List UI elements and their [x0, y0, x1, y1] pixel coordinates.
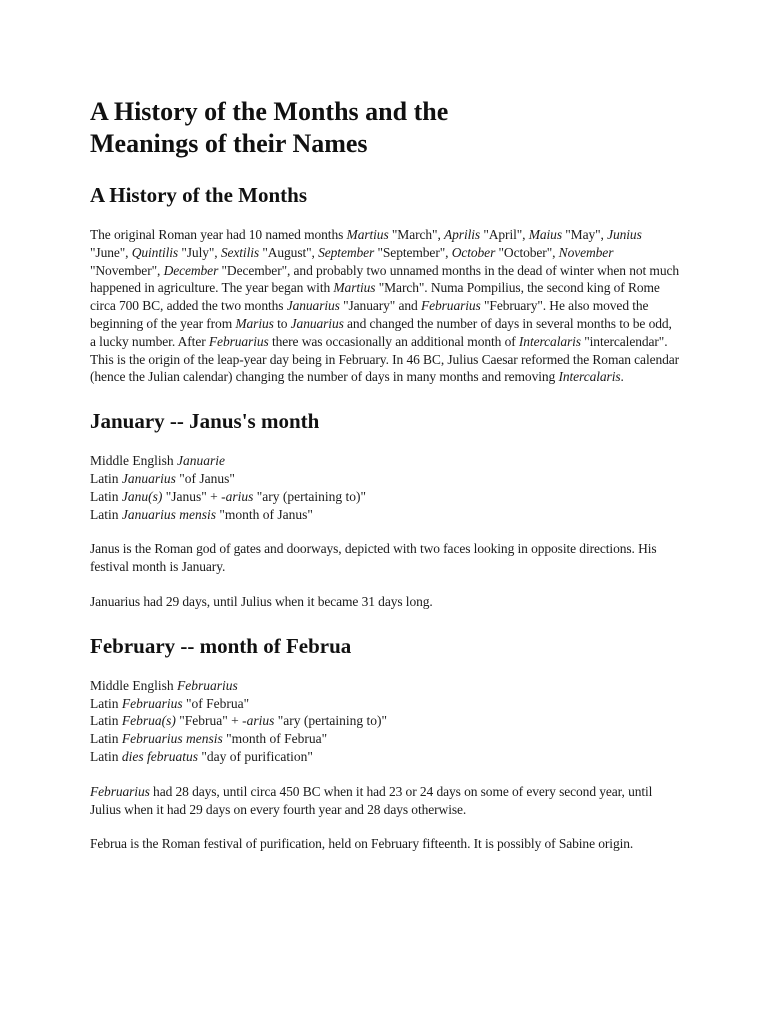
etymology-line: Middle English Januarie — [90, 453, 225, 469]
february-etymology — [90, 677, 680, 766]
italic-term: Sextilis — [220, 244, 260, 260]
italic-term: October — [451, 244, 496, 260]
february-heading: February -- month of Februa — [90, 633, 352, 658]
etymology-line: Middle English Februarius — [90, 677, 238, 693]
italic-term: September — [318, 244, 375, 260]
italic-term: dies februatus — [121, 748, 198, 764]
history-paragraph: The original Roman year had 10 named months Martius "March", Aprilis "April", Maius "May", Junius "June", Quintilis "July", Sextilis "August", September "September", October "October", November "November", December "December", and probably two unnamed months in the dead of winter when not much happened in agriculture. The year began with Martius "March". Numa Pompilius, the second king of Rome circa 700 BC, added the two months Januarius "January" and Februarius "February". He also moved the beginning of the year from Marius to Januarius and changed the number of days in several months to be odd, a lucky number. After Februarius there was occasionally an additional month of Intercalaris "intercalendar". This is the origin of the leap-year day being in February. In 46 BC, Julius Caesar reformed the Roman calendar (hence the Julian calendar) changing the number of days in many months and removing Intercalaris. — [90, 227, 680, 385]
italic-term: Aprilis — [444, 227, 481, 242]
etymology-line: Latin Januarius "of Janus" — [90, 470, 235, 486]
february-paragraph-1: Februarius had 28 days, until circa 450 BC when it had 23 or 24 days on some of every second year, until Julius when it had 29 days on every fourth year and 28 days otherwise. — [90, 783, 653, 817]
italic-term: -arius — [242, 713, 275, 729]
etymology-line: Latin Janu(s) "Janus" + -arius "ary (pertaining to)" — [90, 488, 367, 504]
january-etymology — [90, 452, 680, 523]
etymology-line: Latin dies februatus "day of purification" — [90, 748, 313, 764]
italic-term: Januarie — [177, 453, 225, 469]
january-paragraph-1: Janus is the Roman god of gates and doorways, depicted with two faces looking in opposite directions. His festival month is January. — [90, 541, 657, 575]
italic-term: Februa(s) — [121, 713, 176, 729]
january-paragraph-2: Januarius had 29 days, until Julius when it became 31 days long. — [90, 593, 433, 609]
document-page — [90, 96, 680, 870]
italic-term: Februarius — [177, 677, 238, 693]
italic-term: Junius — [607, 227, 642, 242]
february-paragraph-2: Februa is the Roman festival of purification, held on February fifteenth. It is possibly of Sabine origin. — [90, 836, 634, 852]
italic-term: Marius — [235, 315, 274, 331]
italic-term: Februarius — [121, 695, 183, 711]
italic-term: Intercalaris — [518, 333, 581, 349]
italic-term: Januarius mensis — [121, 506, 216, 522]
italic-term: Februarius — [90, 783, 150, 799]
italic-term: Maius — [528, 227, 562, 242]
italic-term: Januarius — [121, 470, 176, 486]
italic-term: November — [558, 244, 614, 260]
italic-term: Martius — [333, 280, 376, 296]
etymology-line: Latin Januarius mensis "month of Janus" — [90, 506, 313, 522]
etymology-line: Latin Februarius mensis "month of Februa" — [90, 731, 328, 747]
january-heading: January -- Janus's month — [90, 409, 320, 434]
italic-term: Janu(s) — [121, 488, 163, 504]
history-heading: A History of the Months — [90, 183, 307, 207]
italic-term: December — [163, 262, 219, 278]
italic-term: Februarius — [208, 333, 269, 349]
page-title — [90, 96, 680, 160]
italic-term: Februarius — [420, 298, 481, 314]
italic-term: Quintilis — [131, 244, 179, 260]
etymology-line: Latin Februarius "of Februa" — [90, 695, 250, 711]
italic-term: Januarius — [290, 315, 344, 331]
italic-term: -arius — [221, 488, 254, 504]
italic-term: Martius — [346, 227, 389, 242]
page-title-line2: Meanings of their Names — [90, 129, 368, 158]
italic-term: Intercalaris — [558, 369, 621, 385]
italic-term: Januarius — [286, 298, 340, 314]
page-title-line1: A History of the Months and the — [90, 97, 449, 126]
italic-term: Februarius mensis — [121, 731, 223, 747]
etymology-line: Latin Februa(s) "Februa" + -arius "ary (pertaining to)" — [90, 713, 387, 729]
